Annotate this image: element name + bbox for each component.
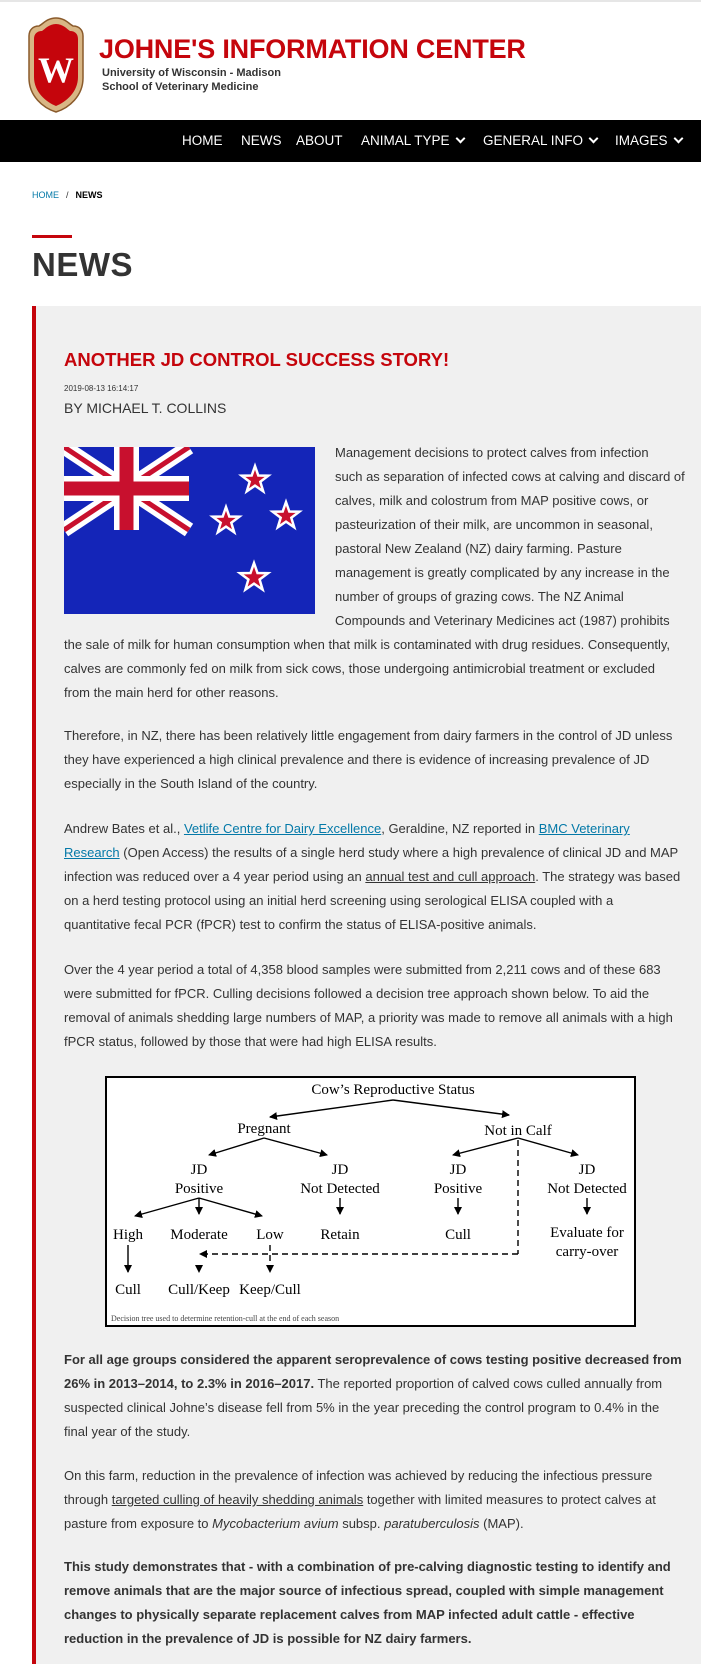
edge-arrow — [453, 1138, 518, 1155]
article-title[interactable]: ANOTHER JD CONTROL SUCCESS STORY! — [64, 349, 450, 370]
node-cull-keep: Cull/Keep — [168, 1282, 230, 1298]
nav-images[interactable] — [615, 120, 682, 162]
paragraph-line: removal of animals shedding large numbers of MAP, a priority was made to remove all animals with a high — [64, 1010, 673, 1025]
paragraph-line: Therefore, in NZ, there has been relatively little engagement from dairy farmers in the control of JD unless — [64, 728, 673, 743]
paragraph-line: Compounds and Veterinary Medicines act (1987) prohibits — [335, 613, 670, 628]
article-paragraph-4 — [64, 958, 673, 1054]
node-low: Low — [256, 1227, 284, 1243]
node-not-in-calf: Not in Calf — [484, 1123, 552, 1139]
breadcrumb-home-link[interactable]: HOME — [32, 190, 59, 200]
paragraph-line: were submitted for fPCR. Culling decisions followed a decision tree approach shown below. To aid the — [64, 986, 650, 1001]
nav-general-info-label: GENERAL INFO — [483, 133, 584, 148]
node-jd-label: JD — [449, 1162, 467, 1178]
node-keep-cull: Keep/Cull — [239, 1282, 301, 1298]
nav-about-label: ABOUT — [296, 133, 343, 148]
dashed-arrowhead — [195, 1265, 203, 1273]
paragraph-line: Research (Open Access) the results of a single herd study where a high prevalence of clinical JD and MAP — [64, 845, 679, 860]
breadcrumb-current: NEWS — [75, 190, 103, 200]
nav-news[interactable] — [241, 120, 282, 162]
article-paragraph-6 — [64, 1464, 656, 1536]
paragraph-line: number of groups of grazing cows. The NZ Animal — [335, 589, 624, 604]
paragraph-line: they have experienced a high clinical prevalence and there is evidence of increasing prevalence of JD — [64, 752, 650, 767]
site-subtitle-university: University of Wisconsin - Madison — [102, 67, 281, 79]
node-positive-label: Positive — [174, 1181, 224, 1197]
paragraph-line: On this farm, reduction in the prevalence of infection was achieved by reducing the infectious pressure — [64, 1468, 653, 1483]
article-paragraph-7 — [64, 1555, 671, 1651]
article-paragraph-3 — [64, 817, 680, 937]
node-high: High — [113, 1227, 143, 1243]
union-jack — [64, 447, 189, 530]
nav-general-info[interactable] — [483, 120, 597, 162]
nav-images-label: IMAGES — [615, 133, 668, 148]
paragraph-line: final year of the study. — [64, 1424, 191, 1439]
node-moderate: Moderate — [170, 1227, 228, 1243]
node-pregnant: Pregnant — [237, 1121, 291, 1137]
node-retain: Retain — [320, 1227, 360, 1243]
paragraph-line: such as separation of infected cows at calving and discard of — [335, 469, 685, 484]
node-root: Cow’s Reproductive Status — [311, 1082, 475, 1098]
page-title-accent — [32, 235, 72, 238]
nav-animal-type-label: ANIMAL TYPE — [361, 133, 450, 148]
bmc-veterinary-research-link[interactable]: Research — [64, 845, 120, 860]
decision-tree-svg — [107, 1078, 634, 1325]
paragraph-line: on a herd testing protocol using an initial herd screening using serological ELISA coupled with a — [64, 893, 614, 908]
article-author: BY MICHAEL T. COLLINS — [64, 400, 227, 416]
nav-animal-type[interactable] — [361, 120, 464, 162]
diagram-caption: Decision tree used to determine retention-cull at the end of each season — [111, 1314, 340, 1323]
edge-arrow — [393, 1100, 509, 1115]
edge-arrow — [270, 1100, 393, 1117]
paragraph-line: calves, milk and colostrum from MAP positive cows, or — [335, 493, 649, 508]
node-jd-label: JD — [578, 1162, 596, 1178]
nav-home[interactable] — [182, 120, 223, 162]
targeted-culling-link[interactable]: targeted culling of heavily shedding animals — [111, 1492, 364, 1507]
site-title[interactable]: JOHNE'S INFORMATION CENTER — [99, 34, 526, 64]
edge-arrow — [135, 1198, 199, 1216]
paragraph-line: reduction in the prevalence of JD is possible for NZ dairy farmers. — [64, 1631, 472, 1646]
paragraph-line: management is greatly complicated by any increase in the — [335, 565, 670, 580]
article-paragraph-2 — [64, 724, 672, 796]
node-positive-label: Positive — [433, 1181, 483, 1197]
paragraph-line: Over the 4 year period a total of 4,358 blood samples were submitted from 2,211 cows and of these 683 — [64, 962, 661, 977]
paragraph-line: 26% in 2013–2014, to 2.3% in 2016–2017. The reported proportion of calved cows culled annually from — [64, 1376, 663, 1391]
paragraph-line: pastoral New Zealand (NZ) dairy farming. Pasture — [335, 541, 622, 556]
paragraph-line: calves are commonly fed on milk from sick cows, those undergoing antimicrobial treatment or excluded — [64, 661, 656, 676]
vetlife-link[interactable]: Vetlife Centre for Dairy Excellence — [183, 821, 382, 836]
node-not-detected-label: Not Detected — [547, 1181, 627, 1197]
node-cull: Cull — [445, 1227, 471, 1243]
nav-home-label: HOME — [182, 133, 223, 148]
node-cull-outcome: Cull — [115, 1282, 141, 1298]
node-jd-label: JD — [190, 1162, 208, 1178]
chevron-down-icon — [455, 134, 465, 144]
chevron-down-icon — [589, 134, 599, 144]
article-paragraph-1-full — [64, 633, 670, 705]
annual-test-cull-link[interactable]: annual test and cull approach — [365, 869, 536, 884]
article-date: 2019-08-13 16:14:17 — [64, 384, 139, 393]
paragraph-line: pasteurization of their milk, are uncommon in seasonal, — [335, 517, 653, 532]
paragraph-line: through targeted culling of heavily shedding animals together with limited measures to protect calves at — [64, 1492, 656, 1507]
paragraph-line: Management decisions to protect calves from infection — [335, 445, 649, 460]
article-paragraph-1-wrapped — [335, 441, 685, 633]
paragraph-line: especially in the South Island of the country. — [64, 776, 318, 791]
edge-arrow — [209, 1138, 264, 1155]
edge-arrow — [199, 1198, 262, 1216]
paragraph-line: quantitative fecal PCR (fPCR) test to confirm the status of ELISA-positive animals. — [64, 917, 537, 932]
node-not-detected-label: Not Detected — [300, 1181, 380, 1197]
site-header — [0, 2, 701, 120]
uw-crest-logo[interactable] — [25, 16, 87, 114]
paragraph-line: fPCR status, followed by those that were had high ELISA results. — [64, 1034, 437, 1049]
page-title: NEWS — [32, 246, 133, 283]
edge-arrow — [264, 1138, 327, 1155]
paragraph-line: pasture from exposure to Mycobacterium avium subsp. paratuberculosis (MAP). — [64, 1516, 524, 1531]
edge-arrow — [518, 1138, 578, 1155]
paragraph-line: from the main herd for other reasons. — [64, 685, 279, 700]
paragraph-line: Andrew Bates et al., Vetlife Centre for Dairy Excellence, Geraldine, NZ reported in BMC Veterinary — [64, 821, 630, 836]
node-jd-label: JD — [331, 1162, 349, 1178]
node-evaluate-line2: carry-over — [555, 1244, 619, 1260]
svg-text:W: W — [38, 50, 74, 90]
paragraph-line: This study demonstrates that - with a combination of pre-calving diagnostic testing to identify and — [64, 1559, 671, 1574]
main-nav — [0, 120, 701, 162]
paragraph-line: infection was reduced over a 4 year period using an annual test and cull approach. The strategy was based — [64, 869, 681, 884]
paragraph-line: changes to physically separate replacement calves from MAP infected adult cattle - effective — [64, 1607, 635, 1622]
decision-tree-diagram — [105, 1076, 636, 1327]
paragraph-line: the sale of milk for human consumption when that milk is contaminated with drug residues. Consequently, — [64, 637, 671, 652]
article-paragraph-5 — [64, 1348, 682, 1444]
node-evaluate-line1: Evaluate for — [550, 1225, 624, 1241]
nav-about[interactable] — [296, 120, 343, 162]
bmc-veterinary-research-link[interactable]: BMC Veterinary — [538, 821, 630, 836]
site-subtitle-school: School of Veterinary Medicine — [102, 81, 259, 93]
breadcrumb-separator: / — [66, 190, 69, 200]
paragraph-line: remove animals that are the major source of infectious spread, coupled with simple management — [64, 1583, 664, 1598]
chevron-down-icon — [673, 134, 683, 144]
nav-news-label: NEWS — [241, 133, 282, 148]
breadcrumb — [32, 190, 103, 200]
paragraph-line: For all age groups considered the apparent seroprevalence of cows testing positive decreased from — [64, 1352, 682, 1367]
dashed-arrowhead — [199, 1250, 207, 1258]
new-zealand-flag-image — [64, 447, 315, 614]
paragraph-line: suspected clinical Johne’s disease fell from 5% in the year preceding the control program to 0.4% in the — [64, 1400, 660, 1415]
dashed-arrowhead — [266, 1265, 274, 1273]
